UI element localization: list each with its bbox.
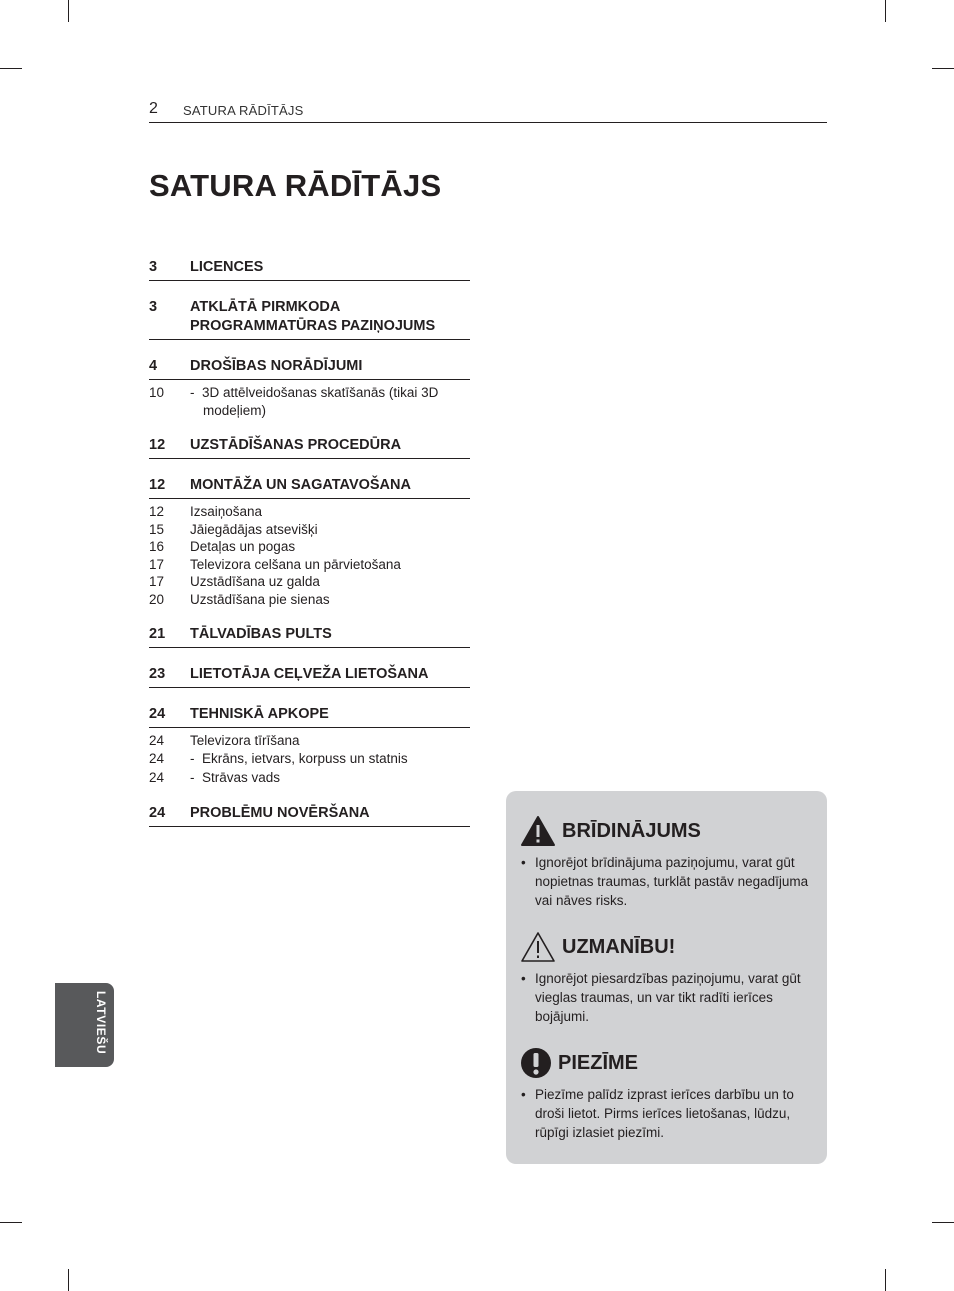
toc-item-title: Uzstādīšana uz galda: [190, 574, 320, 589]
toc-page-number: 24: [149, 706, 166, 722]
toc-heading: [149, 298, 470, 340]
toc-heading-title: TĀLVADĪBAS PULTS: [190, 626, 332, 642]
caution-text: • Ignorējot piesardzības paziņojumu, varat gūt vieglas traumas, un var tikt radīti ierīces bojājumi.: [520, 969, 815, 1026]
toc-item-page-number: 24: [149, 770, 165, 785]
toc-item: [149, 538, 470, 556]
toc-heading: [149, 357, 470, 380]
toc-item-title: - 3D attēlveidošanas skatīšanās (tikai 3D modeļiem): [190, 384, 470, 419]
caution-outline-icon: [520, 931, 556, 963]
toc-item-title: Televizora celšana un pārvietošana: [190, 556, 401, 572]
toc-item: [149, 769, 470, 787]
toc-section: [149, 625, 470, 648]
toc-heading: [149, 258, 470, 281]
toc-item-title: Televizora tīrīšana: [190, 733, 300, 748]
toc-item-title: Jāiegādājas atsevišķi: [190, 521, 318, 537]
toc-item-page-number: 24: [149, 750, 165, 766]
toc-page-number: 23: [149, 666, 166, 682]
toc-page-number: 21: [149, 626, 166, 642]
crop-mark: [885, 0, 886, 22]
toc-section: [149, 298, 470, 340]
toc-section: [149, 258, 470, 281]
toc-item-page-number: 10: [149, 385, 165, 400]
toc-heading-title: LICENCES: [190, 259, 264, 275]
toc-section: [149, 665, 470, 688]
note-exclamation-icon: [520, 1047, 552, 1079]
toc-subitems: [149, 384, 470, 419]
toc-item-title: Detaļas un pogas: [190, 539, 296, 554]
table-of-contents: [149, 258, 470, 827]
toc-item-page-number: 16: [149, 539, 165, 554]
toc-item: [149, 591, 470, 609]
crop-mark: [932, 1222, 954, 1223]
language-tab-label: LATVIEŠU: [94, 991, 108, 1055]
toc-item-title: Uzstādīšana pie sienas: [190, 591, 330, 607]
toc-item-page-number: 15: [149, 521, 165, 537]
toc-item: [149, 573, 470, 591]
toc-item: [149, 384, 470, 419]
toc-section: [149, 357, 470, 419]
toc-page-number: 12: [149, 437, 166, 453]
toc-item-title: - Ekrāns, ietvars, korpuss un statnis: [190, 750, 470, 768]
toc-section: [149, 804, 470, 827]
toc-item-page-number: 17: [149, 574, 165, 589]
toc-heading: [149, 476, 470, 499]
note-text: • Piezīme palīdz izprast ierīces darbību un to droši lietot. Pirms ierīces lietošanas, lūdzu, rūpīgi izlasiet piezīmi.: [520, 1085, 815, 1142]
toc-item-page-number: 12: [149, 504, 165, 519]
caution-title: UZMANĪBU!: [562, 935, 676, 958]
page-number: 2: [149, 100, 158, 117]
toc-heading-title: PROBLĒMU NOVĒRŠANA: [190, 804, 370, 821]
caution-notice: [520, 931, 815, 1026]
caution-title-row: [520, 931, 815, 963]
crop-mark: [68, 0, 69, 22]
crop-mark: [885, 1269, 886, 1291]
warning-title: BRĪDINĀJUMS: [562, 819, 701, 842]
toc-page-number: 3: [149, 299, 158, 315]
crop-mark: [0, 68, 22, 69]
crop-mark: [68, 1269, 69, 1291]
toc-heading-title: UZSTĀDĪŠANAS PROCEDŪRA: [190, 437, 402, 453]
toc-subitems: [149, 732, 470, 787]
toc-item: [149, 503, 470, 521]
toc-item-page-number: 20: [149, 591, 165, 607]
toc-item: [149, 750, 470, 768]
warning-title-row: [520, 815, 815, 847]
warning-notice: [520, 815, 815, 910]
toc-item-title: - Strāvas vads: [190, 769, 470, 787]
toc-section: [149, 436, 470, 459]
toc-heading-title: DROŠĪBAS NORĀDĪJUMI: [190, 358, 363, 374]
toc-heading-title: MONTĀŽA UN SAGATAVOŠANA: [190, 477, 411, 493]
toc-page-number: 4: [149, 358, 158, 374]
toc-heading: [149, 804, 470, 827]
page-header: [149, 100, 827, 123]
toc-section: [149, 476, 470, 608]
toc-heading: [149, 705, 470, 728]
toc-page-number: 24: [149, 804, 166, 821]
crop-mark: [0, 1222, 22, 1223]
warning-text: • Ignorējot brīdinājuma paziņojumu, varat gūt nopietnas traumas, turklāt pastāv negadījuma vai nāves risks.: [520, 853, 815, 910]
toc-heading-title: ATKLĀTĀ PIRMKODA PROGRAMMATŪRAS PAZIŅOJUMS: [190, 299, 436, 334]
notice-box: [506, 791, 827, 1164]
warning-filled-icon: [520, 815, 556, 847]
toc-item: [149, 556, 470, 574]
language-tab: [55, 983, 114, 1067]
toc-heading-title: TEHNISKĀ APKOPE: [190, 706, 329, 722]
toc-heading: [149, 625, 470, 648]
toc-heading: [149, 436, 470, 459]
toc-item: [149, 521, 470, 539]
toc-item-page-number: 24: [149, 733, 165, 748]
page-title: SATURA RĀDĪTĀJS: [149, 168, 442, 203]
toc-item: [149, 732, 470, 750]
toc-section: [149, 705, 470, 787]
note-notice: [520, 1047, 815, 1142]
running-title: SATURA RĀDĪTĀJS: [183, 103, 304, 118]
toc-item-page-number: 17: [149, 556, 165, 572]
toc-subitems: [149, 503, 470, 608]
toc-page-number: 12: [149, 477, 166, 493]
toc-page-number: 3: [149, 259, 158, 275]
note-title-row: [520, 1047, 815, 1079]
note-title: PIEZĪME: [558, 1051, 639, 1074]
crop-mark: [932, 68, 954, 69]
toc-heading-title: LIETOTĀJA CEĻVEŽA LIETOŠANA: [190, 666, 429, 682]
toc-item-title: Izsaiņošana: [190, 504, 263, 519]
toc-heading: [149, 665, 470, 688]
